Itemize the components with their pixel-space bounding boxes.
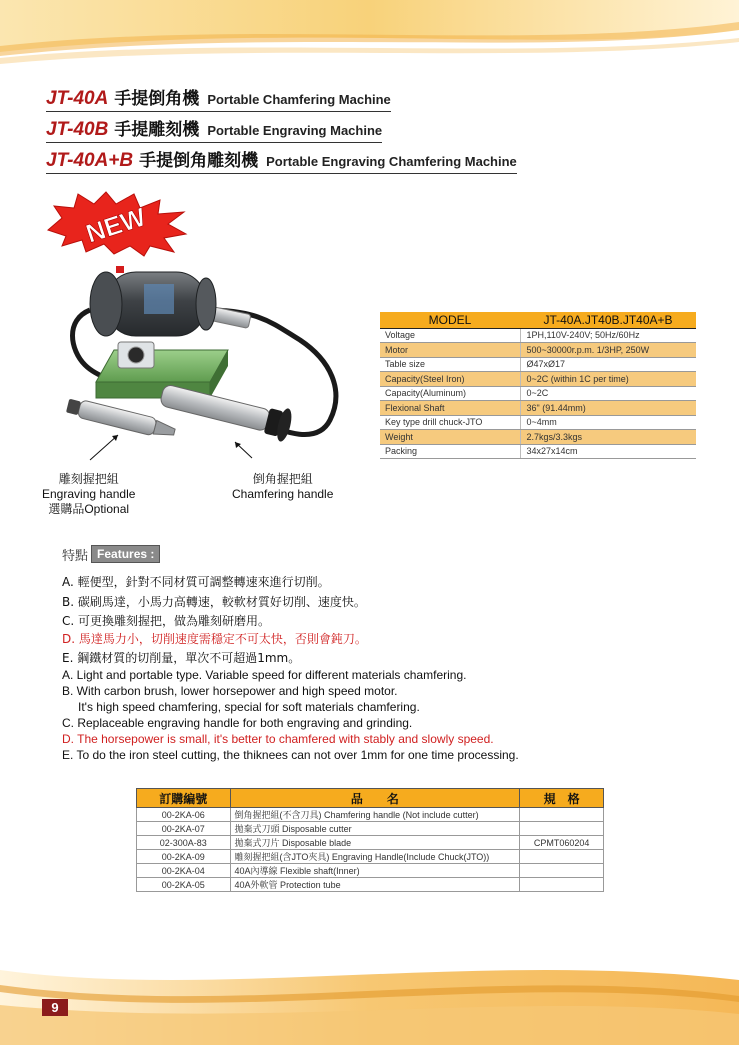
parts-table [136, 788, 604, 892]
part-spec [520, 878, 604, 892]
chamfering-handle-callout [232, 472, 333, 502]
spec-header-label: MODEL [380, 312, 520, 328]
spec-label: Voltage [380, 328, 520, 343]
feature-en-d: D. The horsepower is small, it's better to chamfered with stably and slowly speed. [62, 732, 494, 746]
spec-row [380, 401, 696, 416]
parts-row [137, 878, 604, 892]
page-number: 9 [42, 999, 68, 1016]
spec-row [380, 357, 696, 372]
title-jt40ab [46, 146, 517, 174]
feature-en-b-cont: It's high speed chamfering, special for soft materials chamfering. [78, 700, 420, 714]
features-heading-en: Features : [91, 545, 160, 563]
new-badge [44, 188, 189, 258]
title-cn: 手提倒角機 [114, 89, 200, 109]
spec-label: Capacity(Steel Iron) [380, 372, 520, 387]
features-heading [62, 545, 160, 563]
engraving-handle-callout [42, 472, 135, 517]
part-spec: CPMT060204 [520, 836, 604, 850]
spec-label: Flexional Shaft [380, 401, 520, 416]
spec-table [380, 312, 696, 459]
part-name: 拋棄式刀片 Disposable blade [230, 836, 520, 850]
title-model: JT-40B [46, 119, 109, 140]
product-illustration [60, 250, 380, 470]
title-model: JT-40A [46, 88, 109, 109]
part-name: 40A內導線 Flexible shaft(Inner) [230, 864, 520, 878]
spec-row [380, 430, 696, 445]
part-code: 00-2KA-04 [137, 864, 231, 878]
title-jt40b [46, 115, 382, 143]
part-spec [520, 864, 604, 878]
feature-en-c: C. Replaceable engraving handle for both engraving and grinding. [62, 716, 413, 730]
spec-value: Ø47xØ17 [520, 357, 696, 372]
parts-header-name: 品 名 [230, 789, 520, 808]
feature-en-e: E. To do the iron steel cutting, the thiknees can not over 1mm for one time processing. [62, 748, 519, 762]
spec-header-value: JT-40A.JT40B.JT40A+B [520, 312, 696, 328]
title-en: Portable Engraving Machine [207, 123, 383, 138]
parts-header-spec: 規 格 [520, 789, 604, 808]
feature-en-b: B. With carbon brush, lower horsepower and high speed motor. [62, 684, 398, 698]
spec-label: Capacity(Aluminum) [380, 386, 520, 401]
part-code: 02-300A-83 [137, 836, 231, 850]
part-code: 00-2KA-09 [137, 850, 231, 864]
part-name: 40A外軟管 Protection tube [230, 878, 520, 892]
callout-cn: 倒角握把組 [252, 472, 313, 486]
part-code: 00-2KA-07 [137, 822, 231, 836]
title-cn: 手提雕刻機 [114, 120, 200, 140]
part-name: 雕刻握把組(含JTO夾具) Engraving Handle(Include Chuck(JTO)) [230, 850, 520, 864]
spec-value: 0~4mm [520, 415, 696, 430]
title-en: Portable Chamfering Machine [207, 92, 391, 107]
title-model: JT-40A+B [46, 150, 134, 171]
spec-value: 2.7kgs/3.3kgs [520, 430, 696, 445]
title-jt40a [46, 84, 391, 112]
part-name: 拋棄式刀頭 Disposable cutter [230, 822, 520, 836]
title-en: Portable Engraving Chamfering Machine [266, 154, 517, 169]
new-badge-text: NEW [82, 201, 150, 249]
part-name: 倒角握把組(不含刀具) Chamfering handle (Not include cutter) [230, 808, 520, 822]
spec-value: 0~2C (within 1C per time) [520, 372, 696, 387]
callout-optional: 選購品Optional [48, 502, 130, 516]
parts-row [137, 864, 604, 878]
spec-row [380, 343, 696, 358]
part-spec [520, 850, 604, 864]
spec-row [380, 328, 696, 343]
feature-cn-c: C. 可更換雕刻握把，做為雕刻研磨用。 [62, 614, 271, 628]
top-decor-band [0, 0, 739, 70]
parts-header-code: 訂購編號 [137, 789, 231, 808]
feature-en-a: A. Light and portable type. Variable speed for different materials chamfering. [62, 668, 467, 682]
spec-header-row [380, 312, 696, 328]
feature-cn-a: A. 輕便型，針對不同材質可調整轉速來進行切削。 [62, 575, 330, 589]
spec-row [380, 415, 696, 430]
part-code: 00-2KA-05 [137, 878, 231, 892]
spec-value: 36" (91.44mm) [520, 401, 696, 416]
spec-label: Packing [380, 444, 520, 459]
parts-row [137, 836, 604, 850]
spec-value: 0~2C [520, 386, 696, 401]
part-spec [520, 808, 604, 822]
spec-label: Table size [380, 357, 520, 372]
part-code: 00-2KA-06 [137, 808, 231, 822]
feature-cn-d: D. 馬達馬力小，切削速度需穩定不可太快，否則會鈍刀。 [62, 632, 367, 646]
spec-row [380, 386, 696, 401]
spec-label: Weight [380, 430, 520, 445]
callout-en: Engraving handle [42, 487, 136, 501]
spec-value: 500~30000r.p.m. 1/3HP, 250W [520, 343, 696, 358]
feature-cn-b: B. 碳刷馬達，小馬力高轉速，較軟材質好切削、速度快。 [62, 595, 366, 609]
feature-cn-e: E. 鋼鐵材質的切削量，單次不可超過1mm。 [62, 651, 301, 665]
spec-value: 1PH,110V-240V; 50Hz/60Hz [520, 328, 696, 343]
parts-row [137, 850, 604, 864]
spec-label: Motor [380, 343, 520, 358]
spec-label: Key type drill chuck-JTO [380, 415, 520, 430]
parts-row [137, 822, 604, 836]
spec-row [380, 444, 696, 459]
features-heading-cn: 特點 [62, 548, 89, 564]
spec-value: 34x27x14cm [520, 444, 696, 459]
parts-header-row [137, 789, 604, 808]
bottom-decor-band [0, 930, 739, 1045]
title-cn: 手提倒角雕刻機 [139, 151, 259, 171]
part-spec [520, 822, 604, 836]
parts-row [137, 808, 604, 822]
spec-row [380, 372, 696, 387]
callout-cn: 雕刻握把組 [58, 472, 119, 486]
callout-en: Chamfering handle [232, 487, 334, 501]
